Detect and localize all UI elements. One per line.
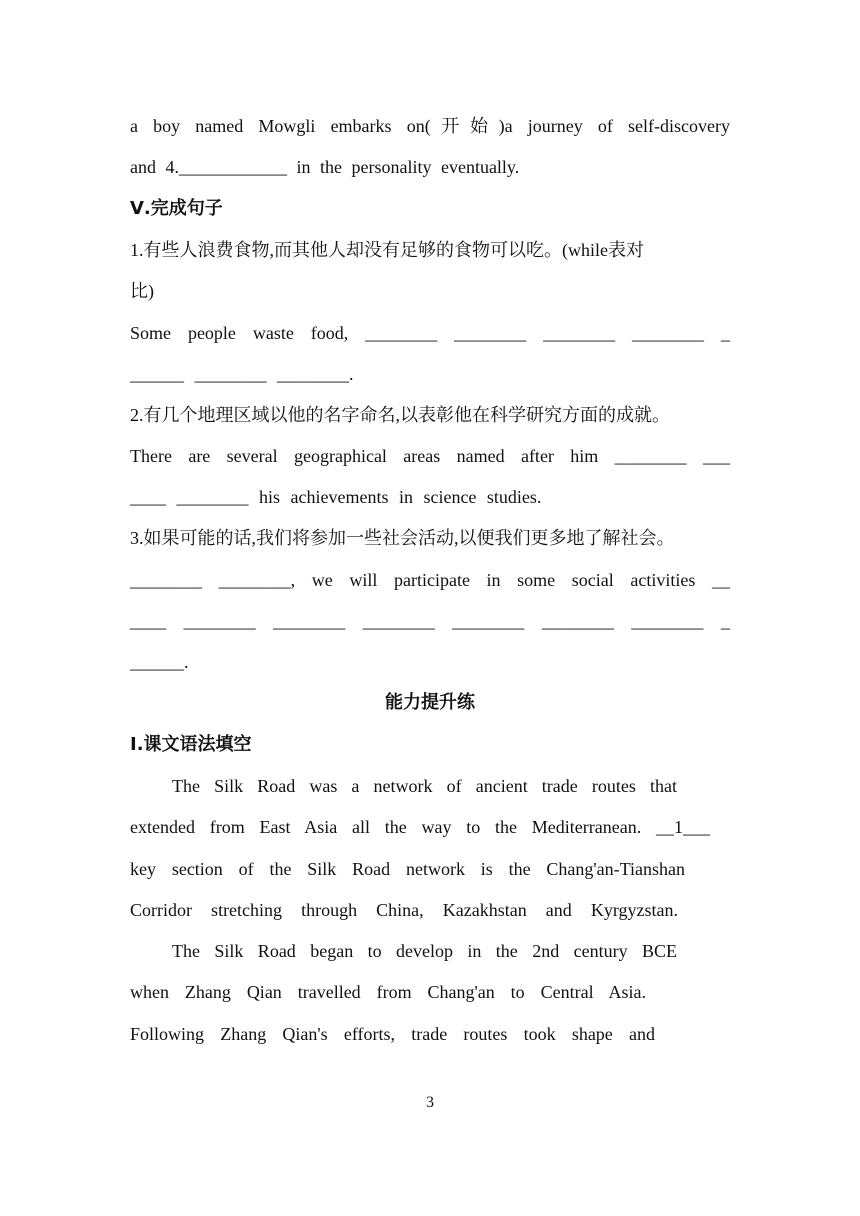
text-line: and 4.____________ in the personality eventually. [130,157,520,177]
text-line: ________ ________, we will participate in some social activities __ [130,570,730,590]
text-line: Corridor stretching through China, Kazakhstan and Kyrgyzstan. [130,900,678,920]
text-line: extended from East Asia all the way to the Mediterranean. __1___ [130,817,710,837]
text-line: The Silk Road was a network of ancient trade routes that [172,776,677,796]
text-line: The Silk Road began to develop in the 2nd century BCE [172,941,677,961]
text-line: ____ ________ his achievements in science studies. [130,487,542,507]
text-line: There are several geographical areas named after him ________ ___ [130,446,730,466]
text-line: 1.有些人浪费食物,而其他人却没有足够的食物可以吃。(while表对 [130,240,644,260]
text-line: Following Zhang Qian's efforts, trade routes took shape and [130,1024,655,1044]
text-line: key section of the Silk Road network is the Chang'an-Tianshan [130,859,685,879]
section-heading: Ⅴ.完成句子 [130,198,223,219]
text-line: when Zhang Qian travelled from Chang'an to Central Asia. [130,982,646,1002]
text-line: 比) [130,281,154,301]
section-heading: Ⅰ.课文语法填空 [130,734,252,755]
text-line: a boy named Mowgli embarks on(开始)a journey of self-discovery [130,116,730,136]
text-line: 2.有几个地理区域以他的名字命名,以表彰他在科学研究方面的成就。 [130,405,670,425]
text-line: ______. [130,652,189,672]
text-line: 3.如果可能的话,我们将参加一些社会活动,以便我们更多地了解社会。 [130,528,675,548]
page-number: 3 [426,1094,434,1111]
text-line: ______ ________ ________. [130,364,354,384]
text-line: ____ ________ ________ ________ ________ ________ ________ _ [130,611,730,631]
text-line: Some people waste food, ________ ________ ________ ________ _ [130,323,730,343]
section-title: 能力提升练 [385,692,475,713]
